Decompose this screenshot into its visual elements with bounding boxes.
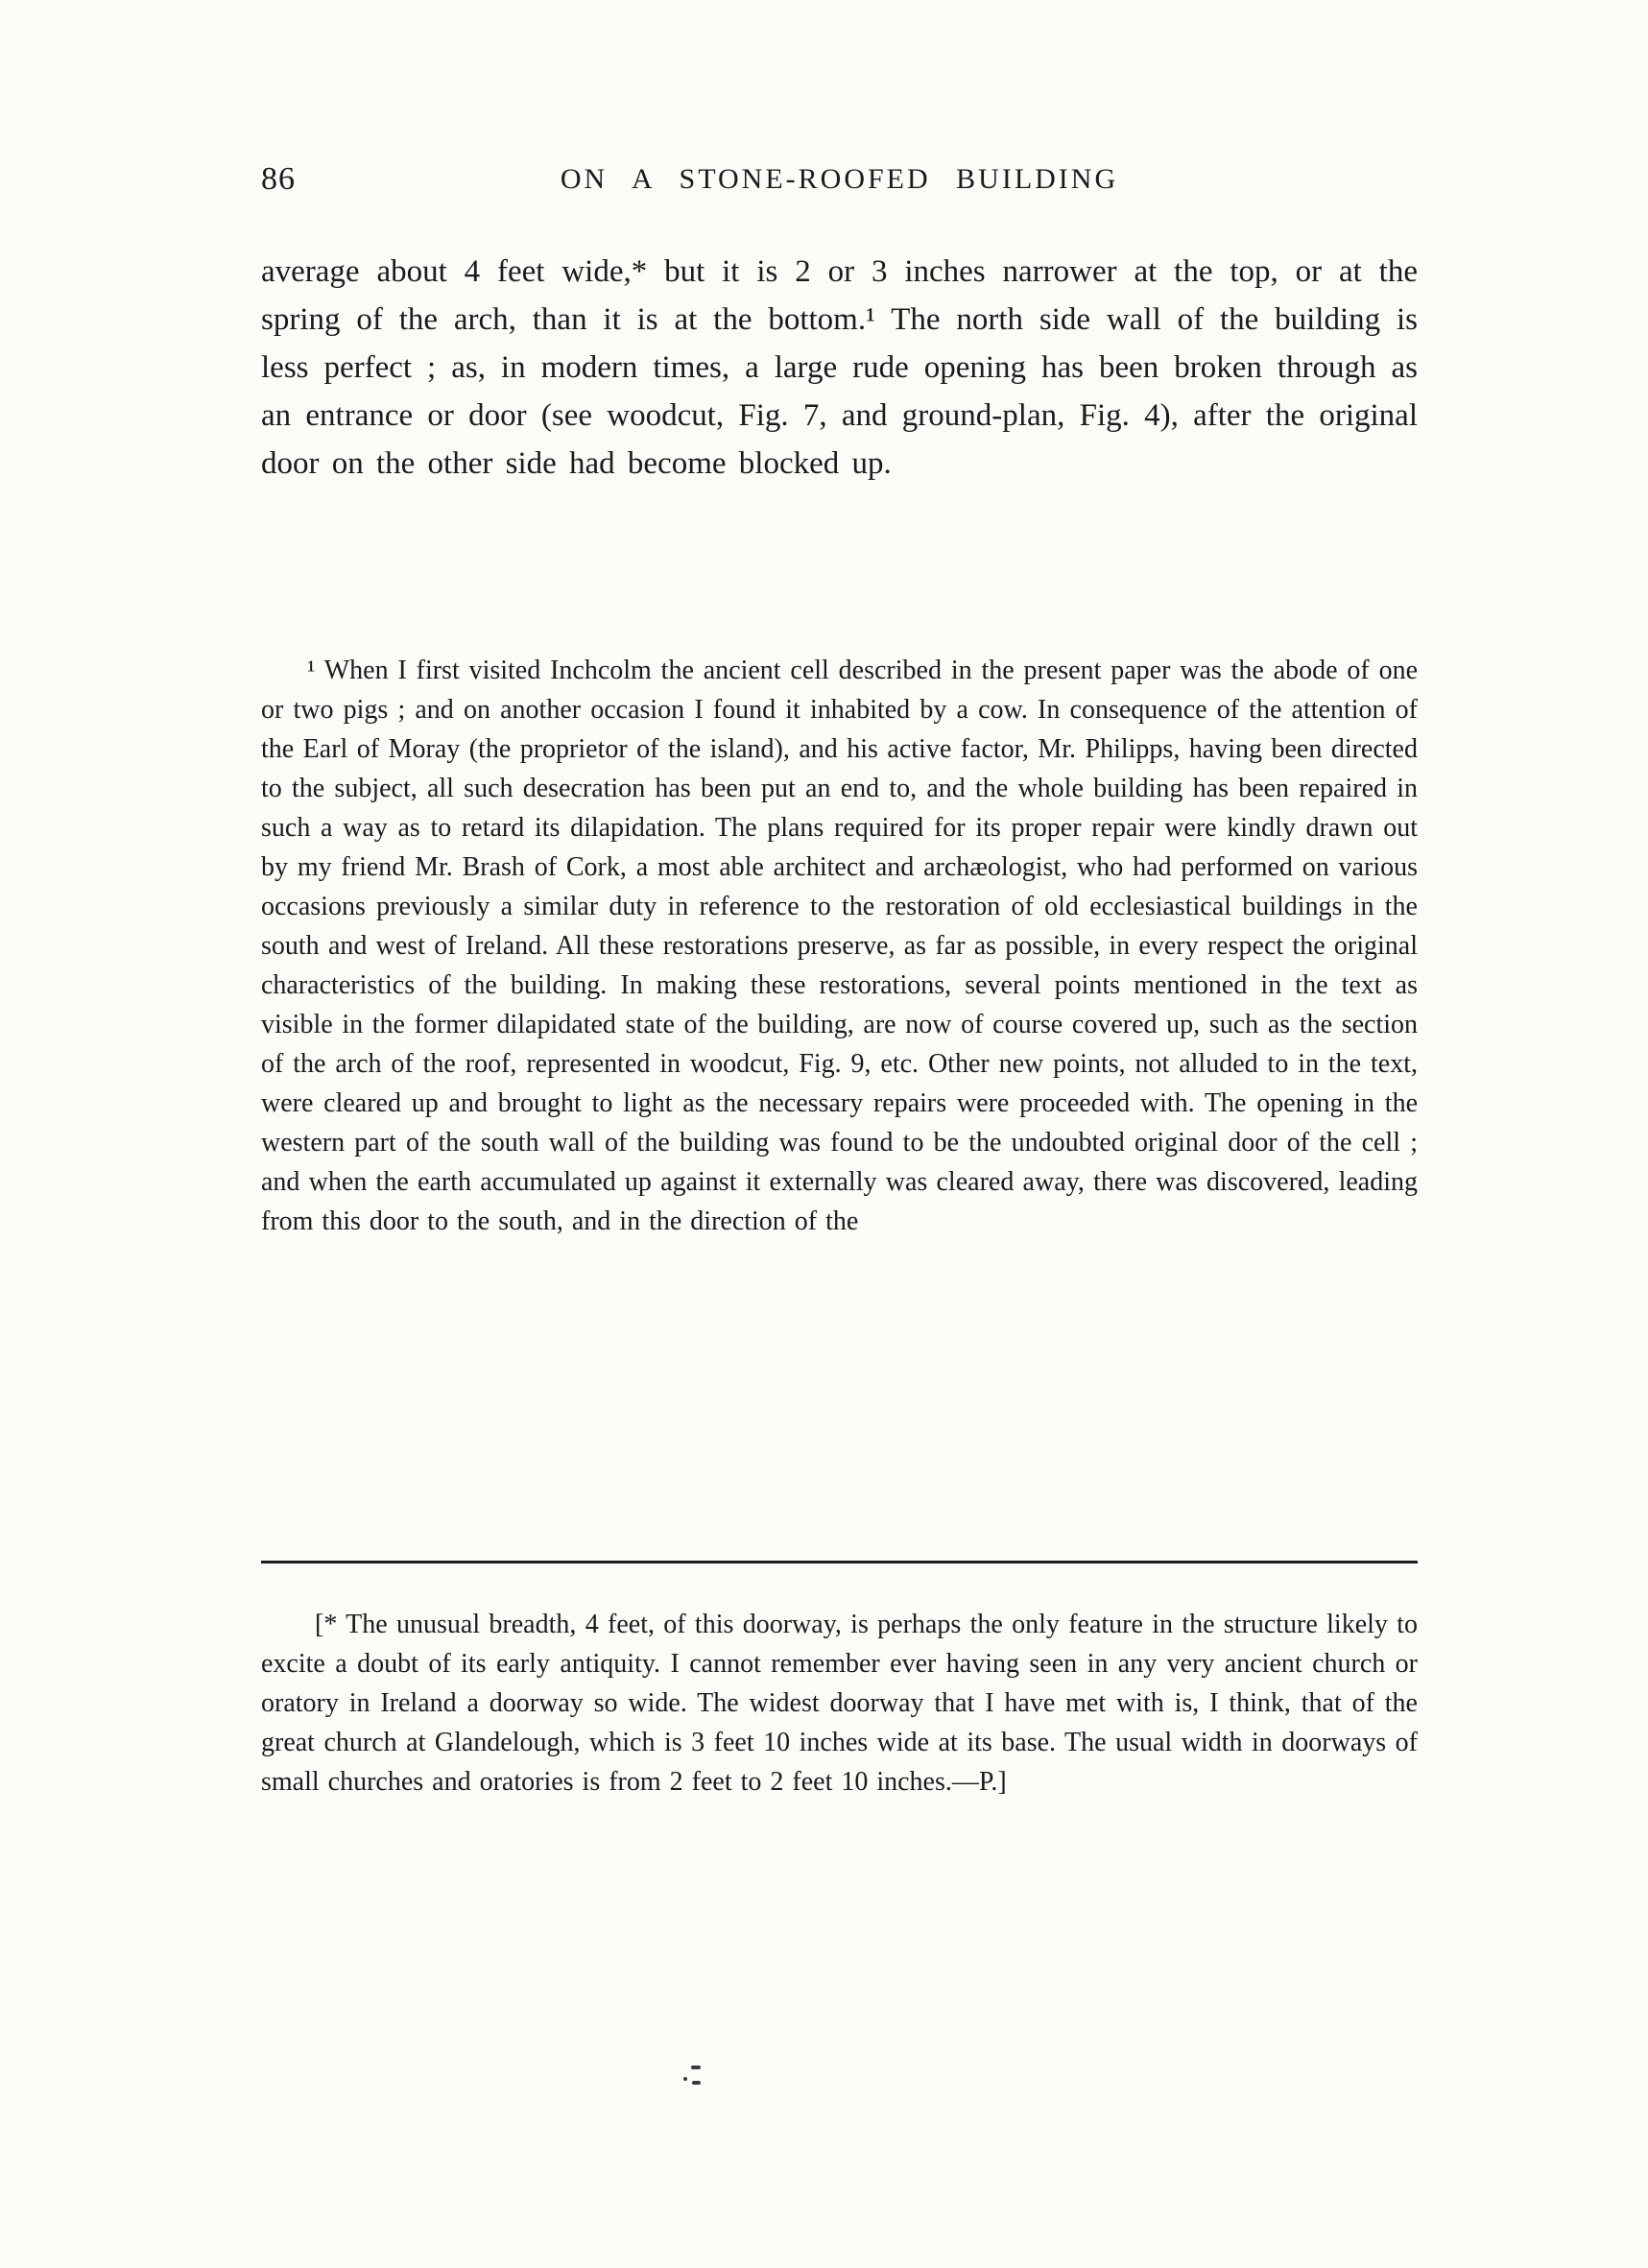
footnote-text: ¹ When I first visited Inchcolm the ancient cell described in the present paper was the abode of one or two pigs ; and on another occasion I found it inhabited by a cow. In consequence of the attention of the Earl of Moray (the proprietor of the island), and his active factor, Mr. Philipps, having been directed to the subject, all such desecration has been put an end to, and the whole building has been repaired in such a way as to retard its dilapidation. The plans required for its proper repair were kindly drawn out by my friend Mr. Brash of Cork, a most able architect and archæologist, who had performed on various occasions previously a similar duty in reference to the restoration of old ecclesiastical buildings in the south and west of Ireland. All these restorations preserve, as far as possible, in every respect the original characteristics of the building. In making these restorations, several points mentioned in the text as visible in the former dilapidated state of the building, are now of course covered up, such as the section of the arch of the roof, represented in woodcut, Fig. 9, etc. Other new points, not alluded to in the text, were cleared up and brought to light as the necessary repairs were proceeded with. The opening in the western part of the south wall of the building was found to be the undoubted original door of the cell ; and when the earth accumulated up against it externally was cleared away, there was discovered, leading from this door to the south, and in the direction of the (261, 656, 1418, 1236)
running-title: ON A STONE-ROOFED BUILDING (560, 163, 1119, 195)
footnote-divider (261, 1561, 1418, 1564)
page-header (261, 161, 1418, 207)
editors-note-text: [* The unusual breadth, 4 feet, of this doorway, is perhaps the only feature in the structure likely to excite a doubt of its early antiquity. I cannot remember ever having seen in any very ancient church or oratory in Ireland a doorway so wide. The widest doorway that I have met with is, I think, that of the great church at Glandelough, which is 3 feet 10 inches wide at its base. The usual width in doorways of small churches and oratories is from 2 feet to 2 feet 10 inches.—P.] (261, 1610, 1418, 1797)
main-paragraph: average about 4 feet wide,* but it is 2 or 3 inches narrower at the top, or at the spring of the arch, than it is at the bottom.¹ The north side wall of the building is less perfect ; as, in modern times, a large rude opening has been broken through as an entrance or door (see woodcut, Fig. 7, and ground-plan, Fig. 4), after the original door on the other side had become blocked up. (261, 254, 1418, 481)
scan-speck (683, 2065, 703, 2087)
page-number: 86 (261, 161, 296, 197)
